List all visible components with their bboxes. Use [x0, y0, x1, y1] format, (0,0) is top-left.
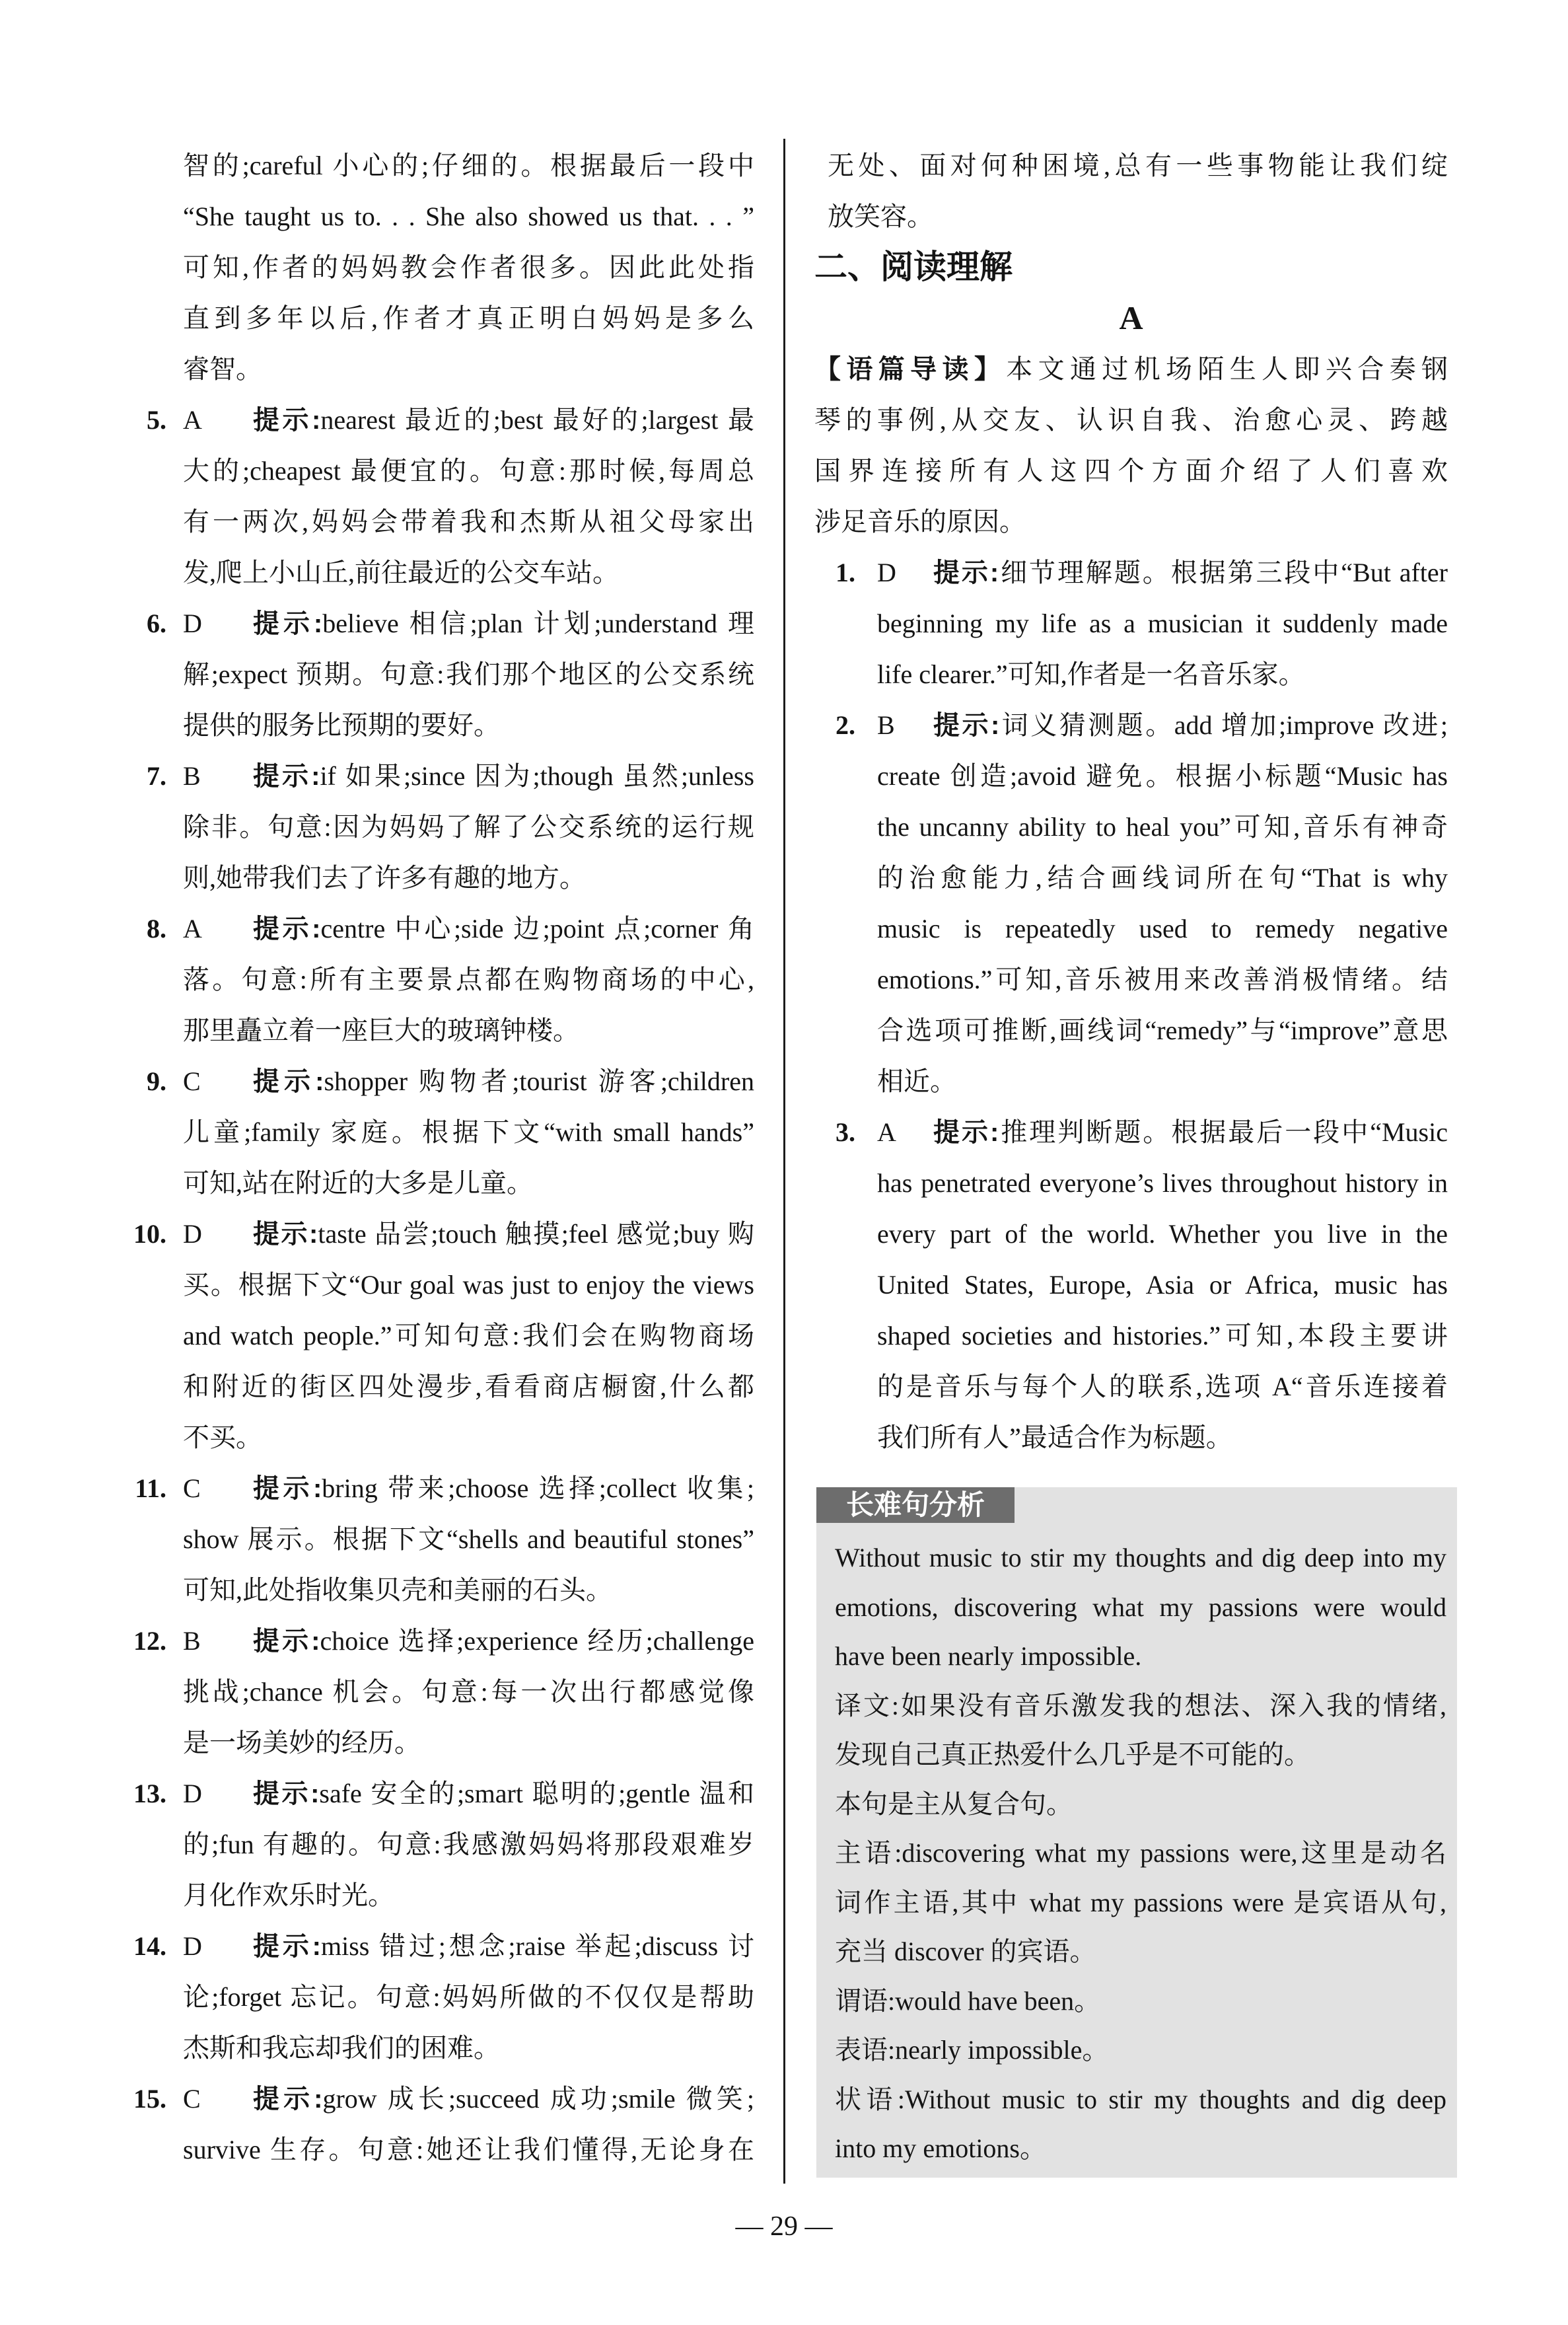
text-line: 月化作欢乐时光。	[183, 1880, 394, 1910]
answer-letter: A	[183, 914, 202, 943]
section-heading: 二、阅读理解	[814, 248, 1013, 285]
text-line: 合选项可推断,画线词“remedy”与“improve”意思	[877, 1015, 1448, 1045]
analysis-line: 状语:Without music to stir my thoughts and dig deep	[835, 2084, 1446, 2114]
answer-item: 6. D 提示:believe 相信;plan 计划;understand 理	[125, 598, 754, 649]
sentence-analysis-box	[816, 1487, 1457, 2178]
answer-letter: A	[877, 1117, 896, 1147]
answer-item: 7. B 提示:if 如果;since 因为;though 虽然;unless	[125, 751, 754, 801]
item-number: 10.	[133, 1219, 166, 1249]
text-line: 有一两次,妈妈会带着我和杰斯从祖父母家出	[183, 507, 754, 536]
text-line: 挑战;chance 机会。句意:每一次出行都感觉像	[183, 1677, 754, 1707]
answer-letter: B	[877, 710, 895, 740]
text-line: 不买。	[183, 1422, 262, 1452]
text-line: 和附近的街区四处漫步,看看商店橱窗,什么都	[183, 1372, 754, 1401]
analysis-line: have been nearly impossible.	[835, 1641, 1142, 1671]
hint-label: 提示:	[933, 558, 999, 587]
answer-item: 2. B 提示:词义猜测题。add 增加;improve 改进;	[814, 700, 1448, 751]
text-line: 琴的事例,从交友、认识自我、治愈心灵、跨越	[814, 405, 1448, 435]
answer-letter: C	[183, 1066, 201, 1096]
hint-label: 提示:	[933, 1118, 999, 1147]
text-line: 杰斯和我忘却我们的困难。	[183, 2033, 500, 2063]
text-line: life clearer.”可知,作者是一名音乐家。	[877, 659, 1305, 689]
text-line: 大的;cheapest 最便宜的。句意:那时候,每周总	[183, 456, 754, 486]
right-column	[814, 140, 1448, 1463]
text-line: beginning my life as a musician it suddenly made	[877, 609, 1448, 638]
answer-item: 11. C 提示:bring 带来;choose 选择;collect 收集;	[125, 1463, 754, 1514]
text-line: 是一场美妙的经历。	[183, 1728, 421, 1757]
item-number: 5.	[147, 405, 166, 435]
text-line: and watch people.”可知句意:我们会在购物商场	[183, 1321, 754, 1350]
text-line: has penetrated everyone’s lives throughout history in	[877, 1168, 1448, 1198]
analysis-line: 本句是主从复合句。	[835, 1789, 1073, 1819]
hint-label: 提示:	[253, 1779, 320, 1808]
text-line: 提供的服务比预期的要好。	[183, 710, 500, 740]
answer-letter: D	[183, 1931, 202, 1961]
column-divider	[783, 139, 785, 2184]
item-number: 15.	[133, 2084, 166, 2114]
item-number: 13.	[133, 1779, 166, 1808]
text-line: 放笑容。	[828, 202, 933, 231]
answer-item: 9. C 提示:shopper 购物者;tourist 游客;children	[125, 1056, 754, 1107]
hint-label: 提示:	[253, 1474, 322, 1503]
hint-label: 提示:	[253, 2085, 323, 2114]
analysis-box-content	[835, 1533, 1446, 2174]
answer-item: 10. D 提示:taste 品尝;touch 触摸;feel 感觉;buy 购	[125, 1208, 754, 1259]
text-line: 的治愈能力,结合画线词所在句“That is why	[877, 863, 1448, 893]
text-line: 解;expect 预期。句意:我们那个地区的公交系统	[183, 659, 754, 689]
item-number: 2.	[836, 710, 855, 740]
hint-label: 提示:	[253, 1932, 321, 1961]
analysis-line: into my emotions。	[835, 2133, 1046, 2163]
answer-letter: C	[183, 1473, 201, 1503]
hint-label: 提示:	[253, 762, 320, 791]
analysis-line: 表语:nearly impossible。	[835, 2035, 1109, 2065]
analysis-line: emotions, discovering what my passions were would	[835, 1592, 1446, 1622]
text-line: 涉足音乐的原因。	[814, 507, 1026, 536]
answer-item: 1. D 提示:细节理解题。根据第三段中“But after	[814, 547, 1448, 598]
left-column	[125, 140, 754, 2175]
answer-letter: D	[183, 1219, 202, 1249]
item-number: 6.	[147, 609, 166, 638]
text-line: 无处、面对何种困境,总有一些事物能让我们绽	[828, 151, 1448, 180]
hint-label: 提示:	[253, 406, 321, 435]
item-number: 14.	[133, 1931, 166, 1961]
text-line: 买。根据下文“Our goal was just to enjoy the views	[183, 1270, 754, 1300]
text-line: United States, Europe, Asia or Africa, music has	[877, 1270, 1448, 1300]
text-line: 落。句意:所有主要景点都在购物商场的中心,	[183, 965, 754, 994]
text-line: “She taught us to. . . She also showed us that. . . ”	[183, 202, 754, 231]
analysis-line: 谓语:would have been。	[835, 1985, 1101, 2016]
text-line: 直到多年以后,作者才真正明白妈妈是多么	[183, 303, 754, 333]
text-line: 睿智。	[183, 354, 262, 384]
text-line: every part of the world. Whether you live in the	[877, 1219, 1448, 1249]
answer-letter: B	[183, 1626, 201, 1656]
passage-label: A	[1119, 299, 1143, 336]
text-line: music is repeatedly used to remedy negative	[877, 914, 1448, 943]
text-line: 我们所有人”最适合作为标题。	[877, 1422, 1232, 1452]
text-line: create 创造;avoid 避免。根据小标题“Music has	[877, 761, 1448, 791]
hint-label: 提示:	[253, 609, 323, 638]
passage-intro-label: 【语篇导读】	[814, 355, 1007, 384]
analysis-line: 发现自己真正热爱什么几乎是不可能的。	[835, 1740, 1310, 1769]
text-line: survive 生存。句意:她还让我们懂得,无论身在	[183, 2135, 754, 2164]
answer-item: 14. D 提示:miss 错过;想念;raise 举起;discuss 讨	[125, 1921, 754, 1972]
answer-letter: D	[183, 609, 202, 638]
answer-item: 12. B 提示:choice 选择;experience 经历;challenge	[125, 1615, 754, 1666]
item-number: 9.	[147, 1066, 166, 1096]
hint-label: 提示:	[253, 1220, 318, 1249]
answer-letter: D	[183, 1779, 202, 1808]
text-line: 儿童;family 家庭。根据下文“with small hands”	[183, 1117, 754, 1147]
item-number: 11.	[135, 1473, 166, 1503]
hint-label: 提示:	[253, 1627, 320, 1656]
item-number: 3.	[836, 1117, 855, 1147]
text-line: 则,她带我们去了许多有趣的地方。	[183, 863, 586, 893]
answer-item: 5. A 提示:nearest 最近的;best 最好的;largest 最	[125, 394, 754, 445]
text-line: 可知,作者的妈妈教会作者很多。因此此处指	[183, 252, 754, 282]
text-line: 相近。	[877, 1066, 956, 1096]
text-line: 可知,此处指收集贝壳和美丽的石头。	[183, 1575, 612, 1605]
hint-label: 提示:	[253, 914, 321, 943]
text-line: emotions.”可知,音乐被用来改善消极情绪。结	[877, 965, 1448, 994]
hint-label: 提示:	[253, 1067, 324, 1096]
answer-item: 3. A 提示:推理判断题。根据最后一段中“Music	[814, 1107, 1448, 1158]
hint-label: 提示:	[933, 711, 1000, 740]
text-line: show 展示。根据下文“shells and beautiful stones”	[183, 1524, 754, 1554]
analysis-line: Without music to stir my thoughts and dig deep into my	[835, 1543, 1446, 1572]
text-line: 【语篇导读】本文通过机场陌生人即兴合奏钢	[814, 354, 1448, 384]
answer-letter: D	[877, 558, 896, 587]
text-line: 国界连接所有人这四个方面介绍了人们喜欢	[814, 456, 1448, 486]
analysis-line: 主语:discovering what my passions were,这里是动名	[835, 1838, 1446, 1868]
answer-item: 15. C 提示:grow 成长;succeed 成功;smile 微笑;	[125, 2073, 754, 2124]
text-line: 那里矗立着一座巨大的玻璃钟楼。	[183, 1015, 579, 1045]
answer-letter: A	[183, 405, 202, 435]
analysis-badge: 长难句分析	[816, 1487, 1015, 1523]
text-line: shaped societies and histories.”可知,本段主要讲	[877, 1321, 1448, 1350]
answer-letter: B	[183, 761, 201, 791]
page-number: — 29 —	[735, 2211, 833, 2242]
answer-letter: C	[183, 2084, 201, 2114]
analysis-line: 充当 discover 的宾语。	[835, 1937, 1096, 1966]
answer-item: 8. A 提示:centre 中心;side 边;point 点;corner 角	[125, 903, 754, 954]
item-number: 1.	[836, 558, 855, 587]
answer-item: 13. D 提示:safe 安全的;smart 聪明的;gentle 温和	[125, 1768, 754, 1819]
text-line: 的;fun 有趣的。句意:我感激妈妈将那段艰难岁	[183, 1829, 754, 1859]
text-line: 论;forget 忘记。句意:妈妈所做的不仅仅是帮助	[183, 1982, 754, 2012]
analysis-line: 词作主语,其中 what my passions were 是宾语从句,	[835, 1887, 1446, 1917]
text-line: the uncanny ability to heal you”可知,音乐有神奇	[877, 812, 1448, 842]
analysis-line: 译文:如果没有音乐激发我的想法、深入我的情绪,	[835, 1690, 1446, 1720]
text-line: 除非。句意:因为妈妈了解了公交系统的运行规	[183, 812, 754, 842]
text-line: 可知,站在附近的大多是儿童。	[183, 1168, 533, 1198]
text-line: 智的;careful 小心的;仔细的。根据最后一段中	[183, 151, 754, 180]
text-line: 的是音乐与每个人的联系,选项 A“音乐连接着	[877, 1372, 1448, 1401]
item-number: 12.	[133, 1626, 166, 1656]
item-number: 8.	[147, 914, 166, 943]
text-line: 发,爬上小山丘,前往最近的公交车站。	[183, 558, 619, 587]
item-number: 7.	[147, 761, 166, 791]
